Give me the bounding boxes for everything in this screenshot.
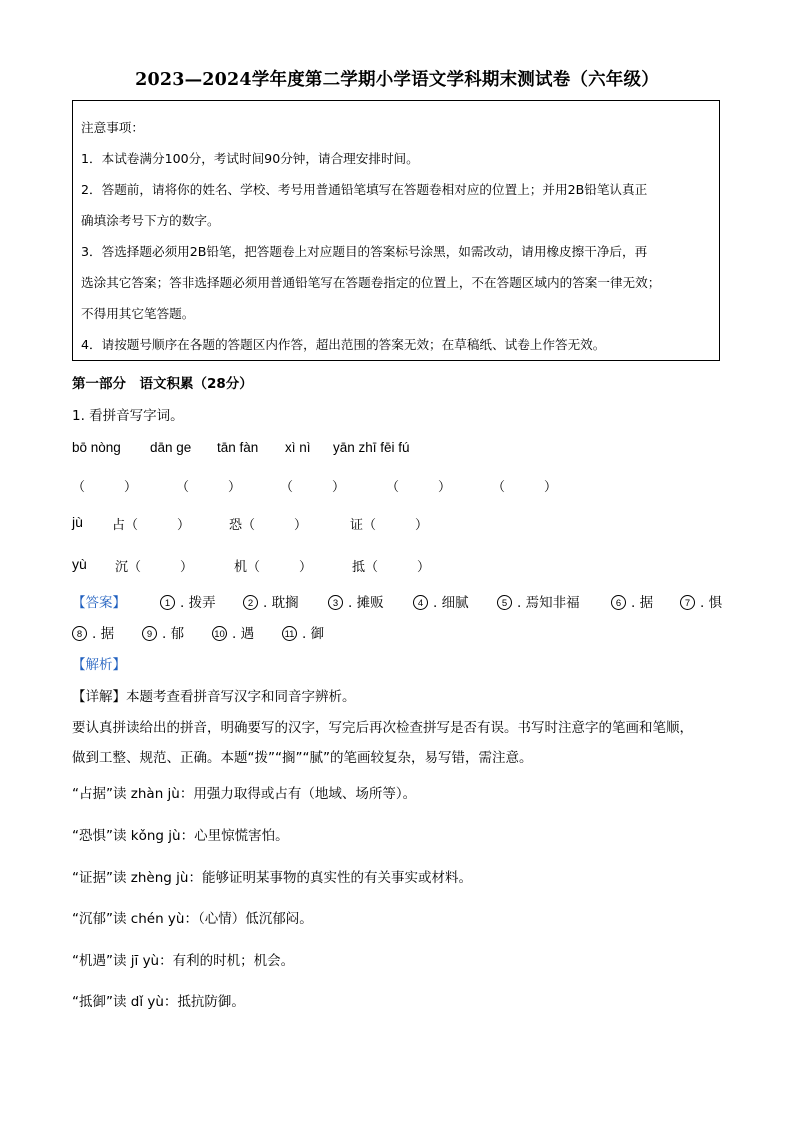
answer-blank[interactable]: （ ） xyxy=(280,480,346,495)
notice-line: 4．请按题号顺序在各题的答题区内作答，超出范围的答案无效；在草稿纸、试卷上作答无效。 xyxy=(81,337,606,352)
explanation-line: “占据”读 zhàn jù：用强力取得或占有（地域、场所等）。 xyxy=(72,786,417,802)
homophone-blank[interactable]: 沉（ ） xyxy=(115,560,194,575)
notice-line: 3．答选择题必须用2B铅笔，把答题卷上对应题目的答案标号涂黑，如需改动，请用橡皮擦干净后，再 xyxy=(81,244,648,259)
answer-label: 【答案】 xyxy=(72,595,126,611)
answer-item xyxy=(212,622,254,642)
section-heading: 第一部分 语文积累（28分） xyxy=(72,376,253,392)
circled-number: 7 xyxy=(680,595,695,610)
explanation-line: 要认真拼读给出的拼音，明确要写的汉字，写完后再次检查拼写是否有误。书写时注意字的笔画和笔顺， xyxy=(72,720,693,736)
answer-text: . 拨弄 xyxy=(180,595,216,611)
answer-item xyxy=(142,622,184,642)
answer-blank[interactable]: （ ） xyxy=(386,480,452,495)
answer-text: . 焉知非福 xyxy=(517,595,580,611)
answer-text: . 御 xyxy=(302,626,325,642)
explanation-line: “抵御”读 dǐ yù：抵抗防御。 xyxy=(72,994,245,1010)
notice-line: 选涂其它答案；答非选择题必须用普通铅笔写在答题卷指定的位置上，不在答题区域内的答案一律无效； xyxy=(81,275,661,290)
answer-item xyxy=(413,591,469,611)
explanation-line: “恐惧”读 kǒng jù：心里惊慌害怕。 xyxy=(72,828,289,844)
notice-line: 1．本试卷满分100分，考试时间90分钟，请合理安排时间。 xyxy=(81,151,419,166)
circled-number: 2 xyxy=(243,595,258,610)
notice-line: 确填涂考号下方的数字。 xyxy=(81,213,220,228)
homophone-blank[interactable]: 恐（ ） xyxy=(229,518,308,533)
explanation-line: “沉郁”读 chén yù：（心情）低沉郁闷。 xyxy=(72,911,313,927)
homophone-blank[interactable]: 抵（ ） xyxy=(352,560,431,575)
explanation-line: 做到工整、规范、正确。本题“拨”“搁”“腻”的笔画较复杂，易写错，需注意。 xyxy=(72,750,533,766)
circled-number: 11 xyxy=(282,626,297,641)
answer-text: . 耽搁 xyxy=(263,595,299,611)
page-title: 2023—2024学年度第二学期小学语文学科期末测试卷（六年级） xyxy=(135,70,659,90)
answer-item xyxy=(497,591,580,611)
notice-heading: 注意事项： xyxy=(81,120,144,135)
circled-number: 8 xyxy=(72,626,87,641)
homophone-blank[interactable]: 机（ ） xyxy=(234,560,313,575)
homophone-blank[interactable]: 占（ ） xyxy=(112,518,191,533)
pinyin-word: dān ge xyxy=(150,440,192,455)
explanation-line: 【详解】本题考查看拼音写汉字和同音字辨析。 xyxy=(72,689,356,705)
answer-blank[interactable]: （ ） xyxy=(72,480,138,495)
pinyin-word: bō nòng xyxy=(72,440,121,455)
answer-item xyxy=(328,591,384,611)
answer-item xyxy=(72,622,114,642)
explanation-line: “机遇”读 jī yù：有利的时机；机会。 xyxy=(72,953,295,969)
answer-text: . 摊贩 xyxy=(348,595,384,611)
circled-number: 9 xyxy=(142,626,157,641)
answer-item xyxy=(243,591,299,611)
answer-text: . 惧 xyxy=(700,595,723,611)
answer-text: . 郁 xyxy=(162,626,185,642)
answer-text: . 据 xyxy=(92,626,115,642)
circled-number: 1 xyxy=(160,595,175,610)
answer-text: . 据 xyxy=(631,595,654,611)
notice-line: 不得用其它笔答题。 xyxy=(81,306,195,321)
homophone-blank[interactable]: 证（ ） xyxy=(350,518,429,533)
answer-text: . 遇 xyxy=(232,626,255,642)
circled-number: 3 xyxy=(328,595,343,610)
notice-line: 2．答题前，请将你的姓名、学校、考号用普通铅笔填写在答题卷相对应的位置上；并用2B铅笔认真正 xyxy=(81,182,648,197)
pinyin-word: xì nì xyxy=(285,440,311,455)
answer-item xyxy=(282,622,324,642)
analysis-label: 【解析】 xyxy=(72,657,126,673)
pinyin-word: tān fàn xyxy=(217,440,259,455)
circled-number: 10 xyxy=(212,626,227,641)
answer-item xyxy=(680,591,722,611)
circled-number: 5 xyxy=(497,595,512,610)
notice-box xyxy=(72,100,720,361)
explanation-line: “证据”读 zhèng jù：能够证明某事物的真实性的有关事实或材料。 xyxy=(72,870,472,886)
answer-text: . 细腻 xyxy=(433,595,469,611)
pinyin-label: yù xyxy=(72,556,87,572)
answer-blank[interactable]: （ ） xyxy=(176,480,242,495)
pinyin-word: yān zhī fēi fú xyxy=(333,440,410,455)
answer-item xyxy=(611,591,653,611)
answer-blank[interactable]: （ ） xyxy=(492,480,558,495)
answer-item xyxy=(160,591,216,611)
circled-number: 4 xyxy=(413,595,428,610)
pinyin-label: jù xyxy=(72,514,83,530)
question-stem: 1. 看拼音写字词。 xyxy=(72,408,184,424)
circled-number: 6 xyxy=(611,595,626,610)
